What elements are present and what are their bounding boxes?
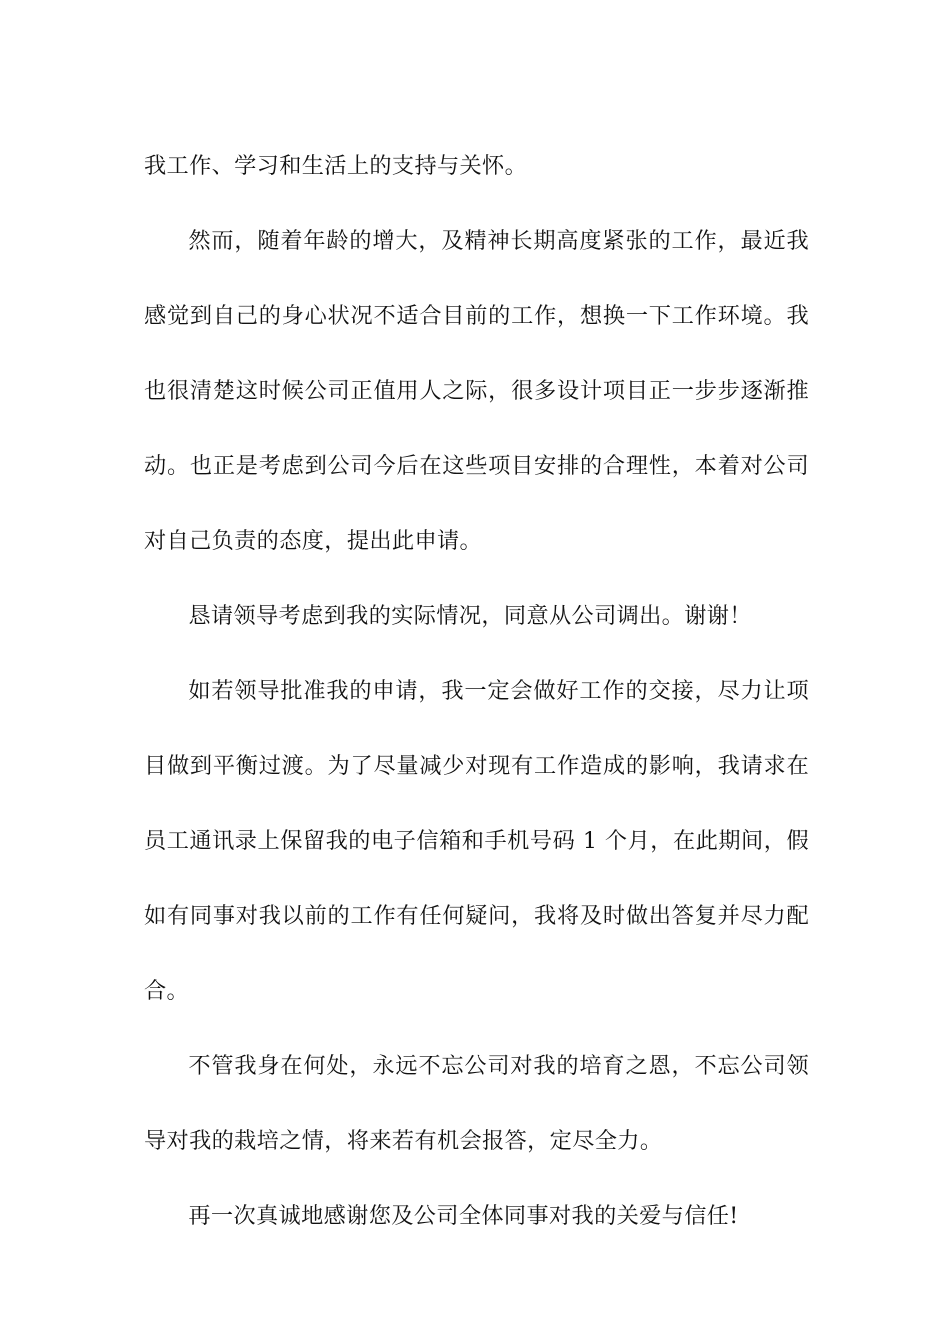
document-body	[144, 129, 809, 1254]
paragraph-continuation: 我工作、学习和生活上的支持与关怀。	[144, 153, 528, 179]
paragraph-reason: 然而，随着年龄的增大，及精神长期高度紧张的工作，最近我感觉到自己的身心状况不适合目前的工作，想换一下工作环境。我也很清楚这时候公司正值用人之际，很多设计项目正一步步逐渐推动。也正是考虑到公司今后在这些项目安排的合理性，本着对公司对自己负责的态度，提出此申请。	[144, 228, 809, 554]
paragraph-request: 恳请领导考虑到我的实际情况，同意从公司调出。谢谢！	[188, 603, 752, 629]
paragraph-gratitude: 不管我身在何处，永远不忘公司对我的培育之恩，不忘公司领导对我的栽培之情，将来若有机会报答，定尽全力。	[144, 1053, 809, 1154]
paragraph-handover: 如若领导批准我的申请，我一定会做好工作的交接，尽力让项目做到平衡过渡。为了尽量减少对现有工作造成的影响，我请求在员工通讯录上保留我的电子信箱和手机号码 1 个月，在此期间，假如有同事对我以前的工作有任何疑问，我将及时做出答复并尽力配合。	[144, 678, 809, 1004]
paragraph-closing-thanks: 再一次真诚地感谢您及公司全体同事对我的关爱与信任!	[188, 1203, 739, 1229]
